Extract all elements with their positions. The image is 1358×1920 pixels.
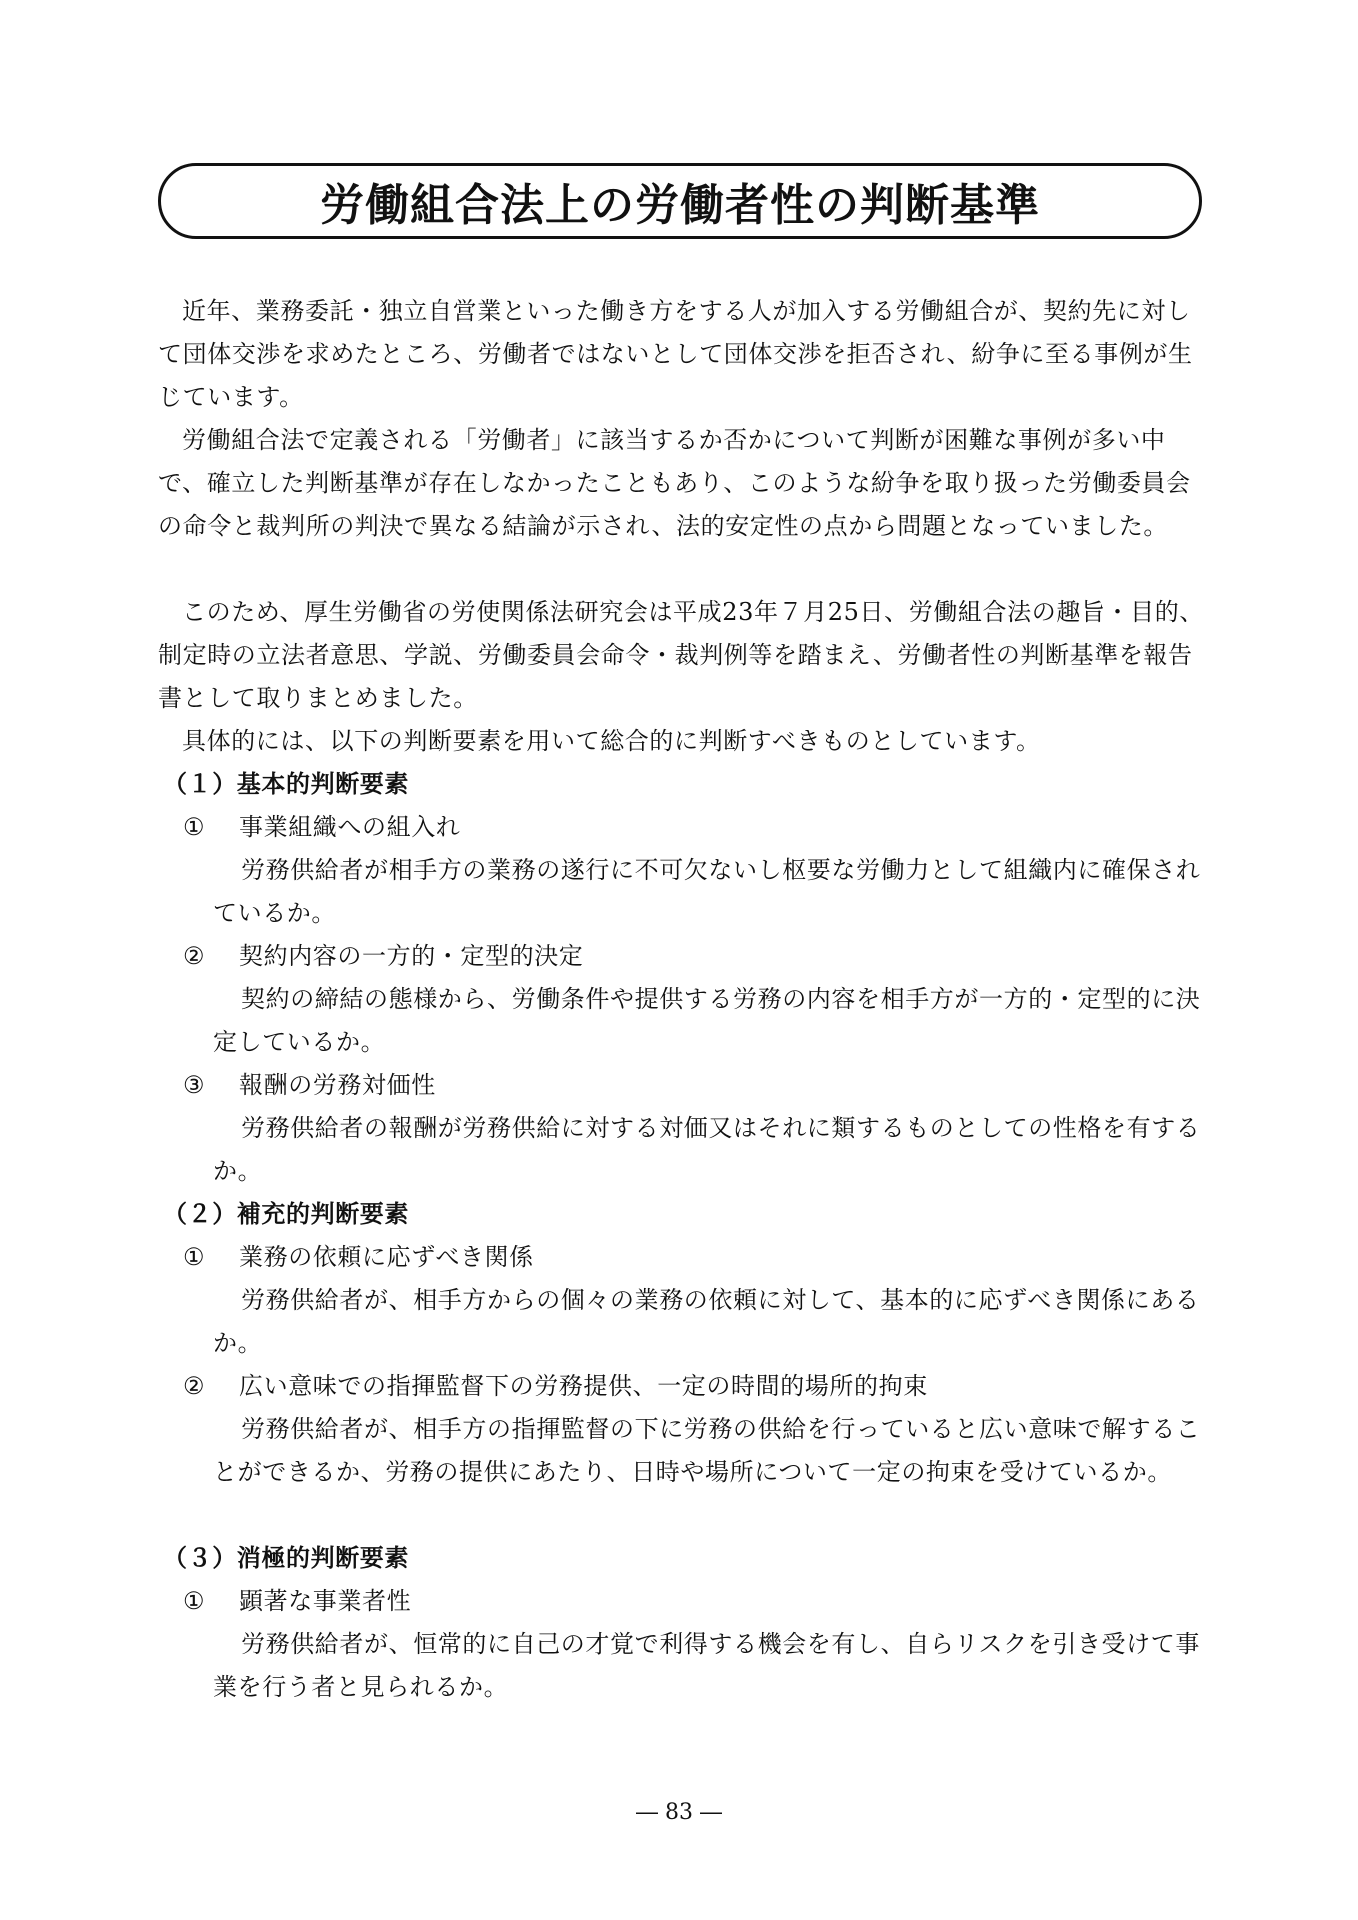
item-description: 労務供給者の報酬が労務供給に対する対価又はそれに類するものとしての性格を有するか。 [213, 1114, 1201, 1185]
item-title [183, 1580, 411, 1623]
item-description: 労務供給者が、相手方の指揮監督の下に労務の供給を行っていると広い意味で解することができるか、労務の提供にあたり、日時や場所について一定の拘束を受けているか。 [213, 1415, 1201, 1486]
item-number: ② [183, 942, 206, 970]
item-title [183, 935, 583, 978]
item-number: ① [183, 1243, 206, 1271]
item-label: 業務の依頼に応ずべき関係 [239, 1243, 534, 1271]
page-number: ― 83 ― [636, 1800, 722, 1825]
item-description: 労務供給者が、恒常的に自己の才覚で利得する機会を有し、自らリスクを引き受けて事業を行う者と見られるか。 [213, 1630, 1200, 1701]
item-label: 顕著な事業者性 [239, 1587, 412, 1615]
item-title [183, 1064, 436, 1107]
item-label: 事業組織への組入れ [239, 813, 461, 841]
item-title [183, 1365, 928, 1408]
item-title [183, 1236, 534, 1279]
section-heading-supplementary: （２）補充的判断要素 [163, 1200, 409, 1228]
item-number: ① [183, 813, 206, 841]
intro-paragraph-3: このため、厚生労働省の労使関係法研究会は平成23年７月25日、労働組合法の趣旨・目的、制定時の立法者意思、学説、労働委員会命令・裁判例等を踏まえ、労働者性の判断基準を報告書として取りまとめました。 [158, 598, 1204, 712]
item-label: 報酬の労務対価性 [239, 1071, 436, 1099]
item-description: 契約の締結の態様から、労働条件や提供する労務の内容を相手方が一方的・定型的に決定しているか。 [213, 985, 1201, 1056]
intro-paragraph-2: 労働組合法で定義される「労働者」に該当するか否かについて判断が困難な事例が多い中で、確立した判断基準が存在しなかったこともあり、このような紛争を取り扱った労働委員会の命令と裁判所の判決で異なる結論が示され、法的安定性の点から問題となっていました。 [158, 426, 1191, 540]
item-description: 労務供給者が相手方の業務の遂行に不可欠ないし枢要な労働力として組織内に確保されているか。 [213, 856, 1201, 927]
section-heading-basic: （１）基本的判断要素 [163, 770, 409, 798]
item-number: ② [183, 1372, 206, 1400]
item-description: 労務供給者が、相手方からの個々の業務の依頼に対して、基本的に応ずべき関係にあるか。 [213, 1286, 1200, 1357]
intro-paragraph-1: 近年、業務委託・独立自営業といった働き方をする人が加入する労働組合が、契約先に対して団体交渉を求めたところ、労働者ではないとして団体交渉を拒否され、紛争に至る事例が生じています。 [158, 297, 1193, 411]
title-box [158, 163, 1202, 239]
intro-paragraph-4: 具体的には、以下の判断要素を用いて総合的に判断すべきものとしています。 [182, 727, 1041, 755]
item-title [183, 806, 460, 849]
item-number: ③ [183, 1071, 206, 1099]
section-heading-negative: （３）消極的判断要素 [163, 1544, 409, 1572]
item-number: ① [183, 1587, 206, 1615]
page-title: 労働組合法上の労働者性の判断基準 [320, 180, 1040, 231]
item-label: 広い意味での指揮監督下の労務提供、一定の時間的場所的拘束 [239, 1372, 928, 1400]
item-label: 契約内容の一方的・定型的決定 [239, 942, 584, 970]
